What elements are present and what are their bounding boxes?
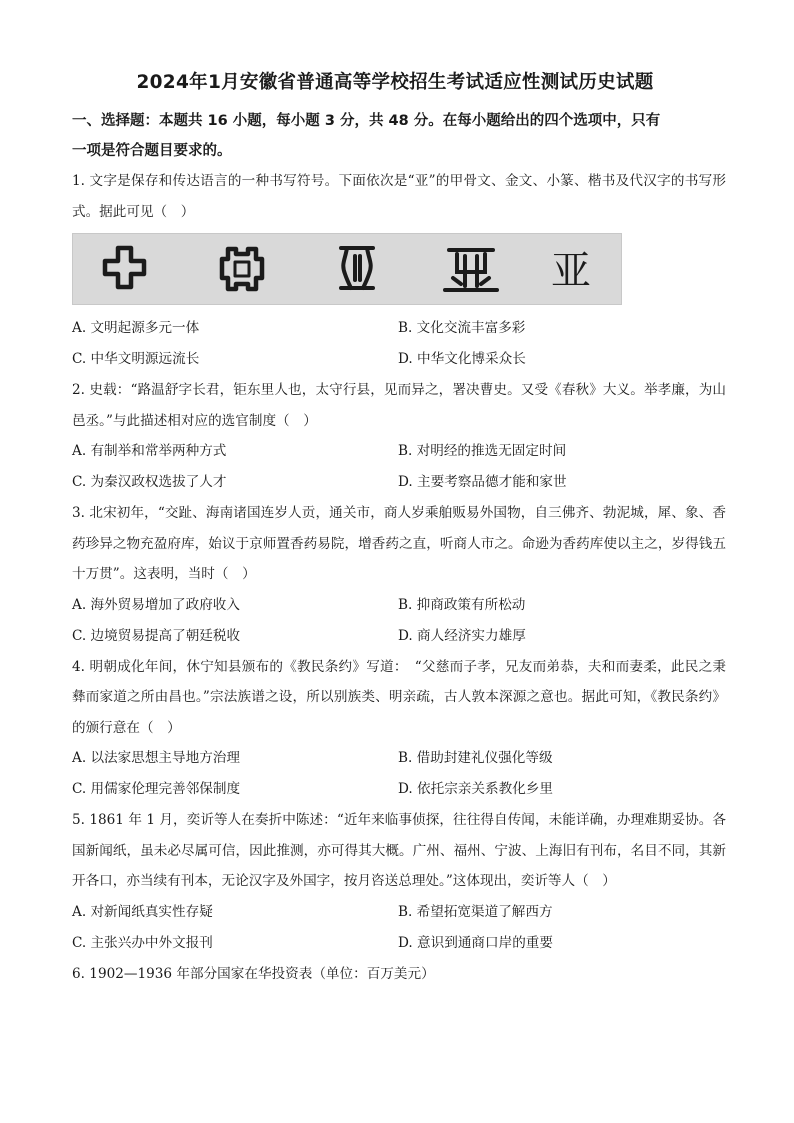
question-stem: 5. 1861 年 1 月，奕䜣等人在奏折中陈述：“近年来临事侦探，往往得自传闻，未能详确，办理难期妥协。各国新闻纸，虽未必尽属可信，因此推测，亦可得其大概。广州、福州、宁波、上海旧有刊布，名目不同，其新开各口，亦当续有刊本，无论汉字及外国字，按月咨送总理处。”这体现出，奕䜣等人（ ） bbox=[72, 812, 726, 889]
option-b[interactable]: B. 对明经的推选无固定时间 bbox=[398, 443, 567, 459]
question-stem: 4. 明朝成化年间，休宁知县颁布的《教民条约》写道： “父慈而子孝，兄友而弟恭，夫和而妻柔，此民之秉彝而家道之所由昌也。”宗法族谱之设，所以别族类、明亲疏，古人敦本深源之意也。据此可知，《教民条约》的颁行意在（ ） bbox=[72, 658, 726, 736]
question-options bbox=[72, 897, 726, 959]
option-a[interactable]: A. 以法家思想主导地方治理 bbox=[72, 750, 240, 766]
option-d[interactable]: D. 意识到通商口岸的重要 bbox=[398, 934, 553, 951]
option-a[interactable]: A. 文明起源多元一体 bbox=[72, 320, 200, 336]
modern-ya-glyph: 亚 bbox=[551, 248, 591, 294]
option-c[interactable]: C. 中华文明源远流长 bbox=[72, 351, 200, 367]
option-c[interactable]: C. 为秦汉政权选拔了人才 bbox=[72, 474, 227, 490]
ya-character-evolution-figure bbox=[72, 233, 622, 305]
option-b[interactable]: B. 文化交流丰富多彩 bbox=[398, 320, 526, 336]
regular-ya-glyph bbox=[445, 250, 497, 290]
oracle-bone-ya-glyph bbox=[105, 248, 144, 287]
option-c[interactable]: C. 用儒家伦理完善邻保制度 bbox=[72, 781, 241, 797]
question-stem: 3. 北宋初年，“交趾、海南诸国连岁人贡，通关市，商人岁乘舶贩易外国物，自三佛齐、勃泥城，犀、象、香药珍异之物充盈府库，始议于京师置香药易院，增香药之直，听商人市之。命逊为香药库使以主之，岁得钱五十万贯”。这表明，当时（ ） bbox=[72, 505, 726, 582]
section-header: 一、选择题：本题共 16 小题，每小题 3 分，共 48 分。在每小题给出的四个选项中，只有 bbox=[72, 113, 661, 129]
seal-ya-glyph bbox=[341, 248, 373, 288]
page-title: 2024年1月安徽省普通高等学校招生考试适应性测试历史试题 bbox=[136, 72, 654, 93]
section-header-cont: 一项是符合题目要求的。 bbox=[72, 143, 232, 159]
option-d[interactable]: D. 依托宗亲关系教化乡里 bbox=[398, 781, 553, 797]
question-options bbox=[72, 590, 726, 652]
exam-page bbox=[72, 68, 726, 989]
option-d[interactable]: D. 中华文化博采众长 bbox=[398, 351, 526, 367]
question-stem: 2. 史载：“路温舒字长君，钜东里人也，太守行县，见而异之，署决曹史。又受《春秋》大义。举孝廉，为山邑丞。”与此描述相对应的选官制度（ ） bbox=[72, 382, 726, 429]
option-d[interactable]: D. 主要考察品德才能和家世 bbox=[398, 474, 567, 490]
option-c[interactable]: C. 边境贸易提高了朝廷税收 bbox=[72, 627, 241, 644]
option-a[interactable]: A. 对新闻纸真实性存疑 bbox=[72, 903, 213, 920]
question-options bbox=[72, 313, 726, 375]
option-c[interactable]: C. 主张兴办中外文报刊 bbox=[72, 934, 213, 951]
option-b[interactable]: B. 希望拓宽渠道了解西方 bbox=[398, 903, 553, 920]
question-options bbox=[72, 743, 726, 805]
option-b[interactable]: B. 借助封建礼仪强化等级 bbox=[398, 750, 553, 766]
question-options bbox=[72, 436, 726, 498]
bronze-ya-glyph bbox=[222, 249, 262, 289]
question-stem: 6. 1902—1936 年部分国家在华投资表（单位：百万美元） bbox=[72, 965, 435, 982]
option-a[interactable]: A. 有制举和常举两种方式 bbox=[72, 443, 227, 459]
option-d[interactable]: D. 商人经济实力雄厚 bbox=[398, 627, 526, 644]
question-stem: 1. 文字是保存和传达语言的一种书写符号。下面依次是“亚”的甲骨文、金文、小篆、楷书及代汉字的书写形式。据此可见（ ） bbox=[72, 173, 726, 220]
option-b[interactable]: B. 抑商政策有所松动 bbox=[398, 596, 526, 613]
option-a[interactable]: A. 海外贸易增加了政府收入 bbox=[72, 596, 240, 613]
